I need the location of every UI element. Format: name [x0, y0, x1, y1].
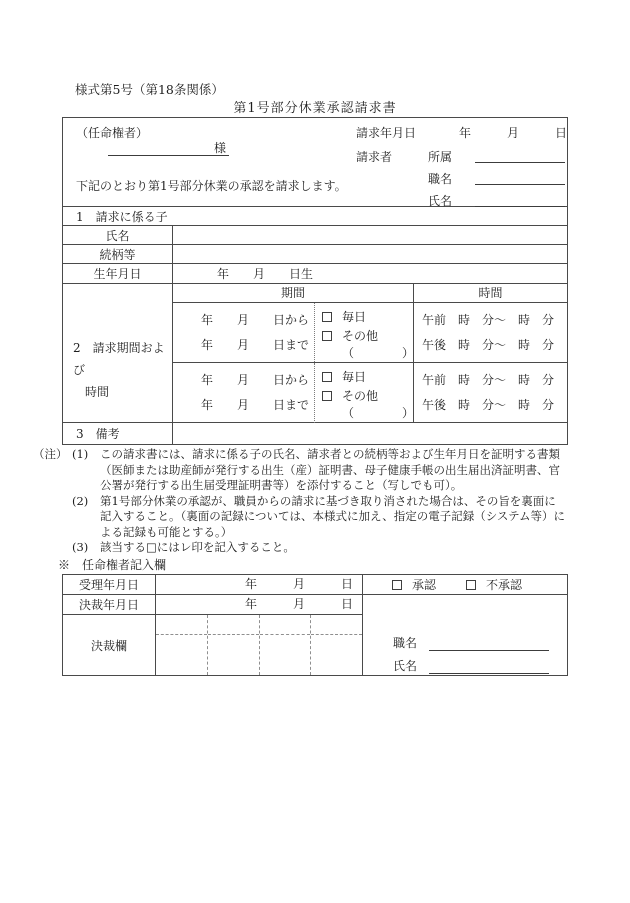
stamp-cell-2[interactable] — [208, 615, 260, 675]
stamp-cell-header — [311, 615, 362, 635]
section2-body — [173, 284, 567, 422]
date-from: 年 月 日から — [200, 313, 309, 327]
request-form-table — [62, 117, 568, 445]
signer-name-label: 氏名 — [393, 659, 418, 673]
stamp-cell-header — [208, 615, 259, 635]
time-am: 午前 時 分～ 時 分 — [422, 313, 555, 327]
section2 — [63, 284, 567, 423]
approve-label: 承認 — [412, 578, 437, 592]
decision-date-row — [63, 595, 362, 615]
name-field[interactable] — [475, 192, 565, 207]
signer-job-title-label: 職名 — [393, 636, 418, 650]
approve-checkbox[interactable] — [392, 580, 402, 590]
signer-name-field[interactable] — [429, 658, 549, 674]
addressee-suffix: 様 — [213, 141, 226, 155]
time-field-1[interactable] — [414, 303, 567, 362]
child-name-field[interactable] — [173, 226, 567, 244]
signer-area — [363, 595, 567, 675]
daily-label: 毎日 — [342, 310, 367, 324]
note-text: 第1号部分休業の承認が、職員からの請求に基づき取り消された場合は、その旨を裏面に 記入すること。（裏面の記録については、本様式に加え、指定の電子記録（システム等）に よる記録も可能とする。） — [100, 493, 566, 539]
period-dates-field-1[interactable] — [173, 303, 314, 362]
appointer-entry-heading: ※ 任命権者記入欄 — [58, 558, 167, 572]
birthdate-field[interactable]: 年 月 日生 — [217, 267, 314, 281]
receipt-date-row — [63, 575, 362, 595]
disapprove-label: 不承認 — [486, 578, 523, 592]
approval-box-label: 決裁欄 — [63, 615, 156, 675]
section2-heading — [63, 284, 173, 422]
receipt-date-label: 受理年月日 — [63, 575, 156, 594]
note-item-3 — [72, 540, 578, 556]
stamp-cell-1[interactable] — [156, 615, 208, 675]
date-to: 年 月 日まで — [200, 398, 309, 412]
other-detail-field[interactable]: （ ） — [342, 406, 415, 420]
decision-date-field[interactable]: 年 月 日 — [244, 597, 353, 611]
time-pm: 午後 時 分～ 時 分 — [422, 398, 555, 412]
decision-date-label: 決裁年月日 — [63, 595, 156, 614]
birthdate-label: 生年月日 — [63, 264, 173, 283]
approval-decision-row — [363, 575, 567, 595]
job-title-label: 職名 — [428, 172, 453, 186]
daily-checkbox[interactable] — [322, 312, 332, 322]
stamp-cell-header — [260, 615, 311, 635]
section2-column-headers — [173, 284, 567, 303]
request-date-field[interactable]: 年 月 日 — [459, 126, 568, 140]
frequency-options-1 — [314, 303, 414, 362]
time-pm: 午後 時 分～ 時 分 — [422, 338, 555, 352]
period-row-1 — [173, 303, 567, 363]
form-header-section — [63, 118, 567, 207]
requester-label: 請求者 — [356, 150, 393, 164]
signer-job-title-row — [393, 634, 549, 651]
section2-heading-line1: 2 請求期間および — [73, 341, 165, 377]
entry-table-left — [63, 575, 363, 675]
frequency-options-2 — [314, 363, 414, 423]
approval-stamp-row — [63, 615, 362, 675]
stamp-cell-header — [156, 615, 207, 635]
note-number: (1) — [72, 447, 89, 461]
note-text: 該当する□にはレ印を記入すること。 — [100, 540, 295, 554]
form-number: 様式第5号（第18条関係） — [75, 82, 224, 97]
daily-checkbox[interactable] — [322, 372, 332, 382]
disapprove-option — [466, 576, 522, 593]
remarks-heading: 3 備考 — [63, 423, 173, 444]
note-number: (2) — [72, 493, 89, 508]
child-name-row — [63, 226, 567, 245]
child-name-label: 氏名 — [63, 226, 173, 244]
approval-stamp-grid — [156, 615, 362, 675]
relationship-row — [63, 245, 567, 264]
appointer-label: （任命権者） — [76, 126, 149, 140]
birthdate-row — [63, 264, 567, 284]
approve-option — [392, 576, 436, 593]
other-label: その他 — [342, 329, 379, 343]
period-dates-field-2[interactable] — [173, 363, 314, 423]
relationship-label: 続柄等 — [63, 245, 173, 263]
addressee-field[interactable] — [108, 139, 229, 156]
note-number: (3) — [72, 540, 89, 554]
notes-label: （注） — [33, 447, 68, 461]
note-item-2 — [72, 494, 578, 541]
time-am: 午前 時 分～ 時 分 — [422, 373, 555, 387]
stamp-cell-3[interactable] — [260, 615, 312, 675]
relationship-field[interactable] — [173, 245, 567, 263]
name-label: 氏名 — [428, 194, 453, 208]
time-field-2[interactable] — [414, 363, 567, 423]
affiliation-label: 所属 — [428, 150, 453, 164]
other-checkbox[interactable] — [322, 331, 332, 341]
disapprove-checkbox[interactable] — [466, 580, 476, 590]
note-item-1 — [72, 447, 578, 494]
section1-heading: 1 請求に係る子 — [63, 207, 567, 226]
daily-label: 毎日 — [342, 370, 367, 384]
period-header: 期間 — [173, 284, 414, 302]
page-title: 第1号部分休業承認請求書 — [233, 101, 397, 116]
other-detail-field[interactable]: （ ） — [342, 346, 415, 360]
signer-job-title-field[interactable] — [429, 635, 549, 651]
request-statement: 下記のとおり第1号部分休業の承認を請求します。 — [76, 179, 347, 193]
date-from: 年 月 日から — [200, 373, 309, 387]
stamp-cell-4[interactable] — [311, 615, 362, 675]
time-header: 時間 — [478, 286, 503, 300]
affiliation-field[interactable] — [475, 148, 565, 163]
entry-table-right — [363, 575, 567, 675]
remarks-field[interactable] — [173, 423, 567, 444]
date-to: 年 月 日まで — [200, 338, 309, 352]
period-row-2 — [173, 363, 567, 423]
signer-name-row — [393, 657, 549, 674]
receipt-date-field[interactable]: 年 月 日 — [244, 577, 353, 591]
section2-heading-line2: 時間 — [73, 385, 110, 399]
request-date-label: 請求年月日 — [356, 126, 417, 140]
appointer-entry-table — [62, 574, 568, 676]
remarks-row — [63, 423, 567, 444]
job-title-field[interactable] — [475, 170, 565, 185]
note-text: この請求書には、請求に係る子の氏名、請求者との続柄等および生年月日を証明する書類 （医師または助産師が発行する出生（産）証明書、母子健康手帳の出生届出済証明書、官 公署が発行する出生届受理証明書等）を添付すること（写しでも可）。 — [100, 447, 560, 492]
other-label: その他 — [342, 389, 379, 403]
other-checkbox[interactable] — [322, 391, 332, 401]
notes-section — [33, 447, 578, 556]
